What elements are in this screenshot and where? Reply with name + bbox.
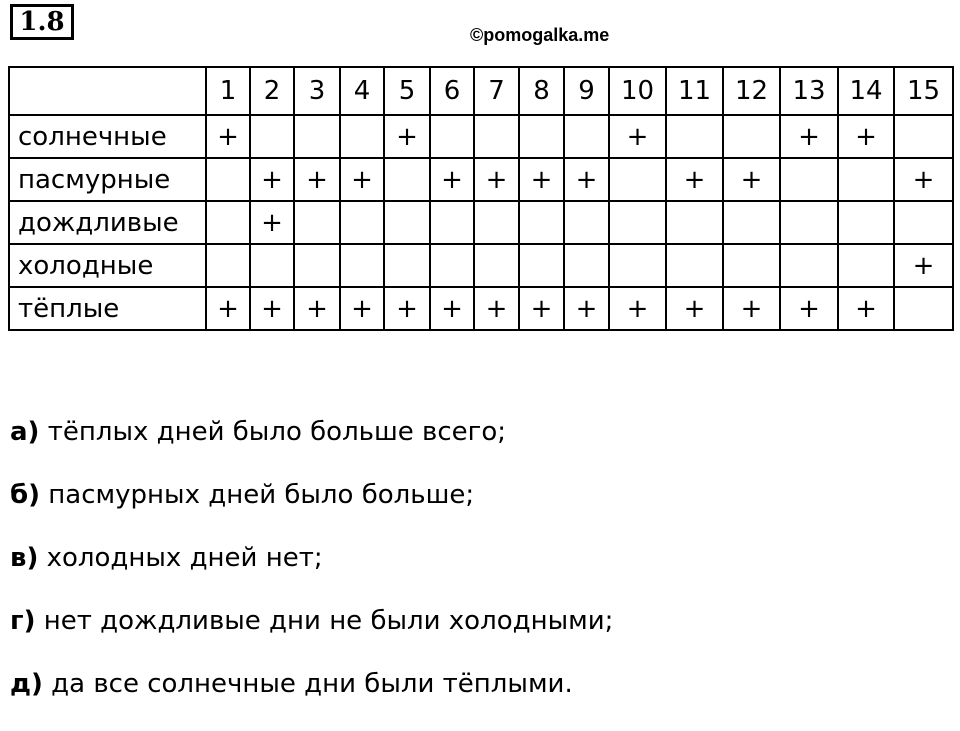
mark-cell: +	[838, 287, 894, 330]
table-row	[9, 244, 953, 287]
mark-cell	[894, 115, 953, 158]
mark-cell: +	[894, 244, 953, 287]
day-number-cell: 5	[384, 67, 430, 115]
mark-cell: +	[723, 287, 780, 330]
mark-cell	[723, 115, 780, 158]
mark-cell: +	[609, 287, 666, 330]
mark-cell: +	[250, 201, 294, 244]
mark-cell	[838, 244, 894, 287]
table-row	[9, 158, 953, 201]
mark-cell: +	[780, 115, 838, 158]
mark-cell: +	[666, 287, 723, 330]
answer-marker: б)	[10, 480, 41, 510]
day-number-cell: 10	[609, 67, 666, 115]
mark-cell: +	[838, 115, 894, 158]
problem-number: 1.8	[10, 4, 74, 40]
mark-cell	[723, 244, 780, 287]
mark-cell	[474, 201, 519, 244]
mark-cell	[894, 201, 953, 244]
table-row	[9, 201, 953, 244]
day-number-cell: 2	[250, 67, 294, 115]
table-body	[9, 67, 953, 330]
answer-text: нет дождливые дни не были холодными;	[35, 606, 614, 636]
mark-cell	[666, 244, 723, 287]
row-label: дождливые	[9, 201, 206, 244]
mark-cell	[474, 244, 519, 287]
answer-line	[10, 416, 950, 448]
mark-cell: +	[340, 287, 384, 330]
mark-cell	[894, 287, 953, 330]
table-row	[9, 115, 953, 158]
mark-cell	[340, 201, 384, 244]
answer-marker: в)	[10, 543, 39, 573]
mark-cell	[206, 244, 250, 287]
mark-cell: +	[666, 158, 723, 201]
weather-table	[8, 66, 954, 331]
mark-cell	[474, 115, 519, 158]
table-row	[9, 287, 953, 330]
mark-cell	[294, 115, 340, 158]
row-label: холодные	[9, 244, 206, 287]
day-number-cell: 1	[206, 67, 250, 115]
mark-cell	[609, 158, 666, 201]
row-label: тёплые	[9, 287, 206, 330]
mark-cell	[780, 158, 838, 201]
mark-cell	[519, 244, 564, 287]
mark-cell	[430, 115, 474, 158]
mark-cell	[723, 201, 780, 244]
mark-cell	[564, 201, 609, 244]
mark-cell	[340, 115, 384, 158]
mark-cell	[206, 201, 250, 244]
mark-cell: +	[294, 287, 340, 330]
mark-cell	[384, 201, 430, 244]
mark-cell: +	[384, 115, 430, 158]
mark-cell: +	[250, 158, 294, 201]
mark-cell	[609, 201, 666, 244]
mark-cell	[294, 201, 340, 244]
answer-marker: д)	[10, 669, 43, 699]
mark-cell	[838, 158, 894, 201]
mark-cell: +	[609, 115, 666, 158]
mark-cell	[780, 201, 838, 244]
answer-line	[10, 605, 950, 637]
mark-cell: +	[340, 158, 384, 201]
day-number-cell: 14	[838, 67, 894, 115]
mark-cell: +	[384, 287, 430, 330]
mark-cell: +	[430, 158, 474, 201]
mark-cell: +	[723, 158, 780, 201]
table-header-row	[9, 67, 953, 115]
mark-cell	[430, 201, 474, 244]
mark-cell	[519, 201, 564, 244]
answer-marker: г)	[10, 606, 36, 636]
mark-cell	[838, 201, 894, 244]
answer-marker: а)	[10, 417, 40, 447]
mark-cell: +	[519, 287, 564, 330]
answers-list	[10, 416, 950, 731]
mark-cell	[384, 158, 430, 201]
mark-cell	[519, 115, 564, 158]
mark-cell: +	[894, 158, 953, 201]
mark-cell: +	[564, 158, 609, 201]
header-corner-cell	[9, 67, 206, 115]
mark-cell: +	[430, 287, 474, 330]
mark-cell: +	[474, 287, 519, 330]
mark-cell: +	[206, 287, 250, 330]
day-number-cell: 11	[666, 67, 723, 115]
mark-cell	[564, 244, 609, 287]
mark-cell	[564, 115, 609, 158]
answer-line	[10, 668, 950, 700]
mark-cell	[780, 244, 838, 287]
mark-cell: +	[474, 158, 519, 201]
mark-cell	[666, 201, 723, 244]
mark-cell	[666, 115, 723, 158]
day-number-cell: 13	[780, 67, 838, 115]
day-number-cell: 15	[894, 67, 953, 115]
mark-cell: +	[780, 287, 838, 330]
answer-line	[10, 542, 950, 574]
day-number-cell: 4	[340, 67, 384, 115]
mark-cell: +	[564, 287, 609, 330]
mark-cell	[294, 244, 340, 287]
mark-cell	[250, 244, 294, 287]
day-number-cell: 9	[564, 67, 609, 115]
answer-text: да все солнечные дни были тёплыми.	[42, 669, 573, 699]
watermark: ©pomogalka.me	[470, 25, 610, 45]
day-number-cell: 6	[430, 67, 474, 115]
mark-cell	[250, 115, 294, 158]
answer-text: холодных дней нет;	[38, 543, 323, 573]
answer-text: тёплых дней было больше всего;	[39, 417, 507, 447]
mark-cell: +	[519, 158, 564, 201]
mark-cell	[206, 158, 250, 201]
day-number-cell: 8	[519, 67, 564, 115]
day-number-cell: 12	[723, 67, 780, 115]
mark-cell: +	[250, 287, 294, 330]
answer-line	[10, 479, 950, 511]
mark-cell: +	[294, 158, 340, 201]
mark-cell	[340, 244, 384, 287]
row-label: солнечные	[9, 115, 206, 158]
mark-cell	[384, 244, 430, 287]
day-number-cell: 7	[474, 67, 519, 115]
mark-cell: +	[206, 115, 250, 158]
row-label: пасмурные	[9, 158, 206, 201]
day-number-cell: 3	[294, 67, 340, 115]
mark-cell	[430, 244, 474, 287]
answer-text: пасмурных дней было больше;	[40, 480, 475, 510]
mark-cell	[609, 244, 666, 287]
